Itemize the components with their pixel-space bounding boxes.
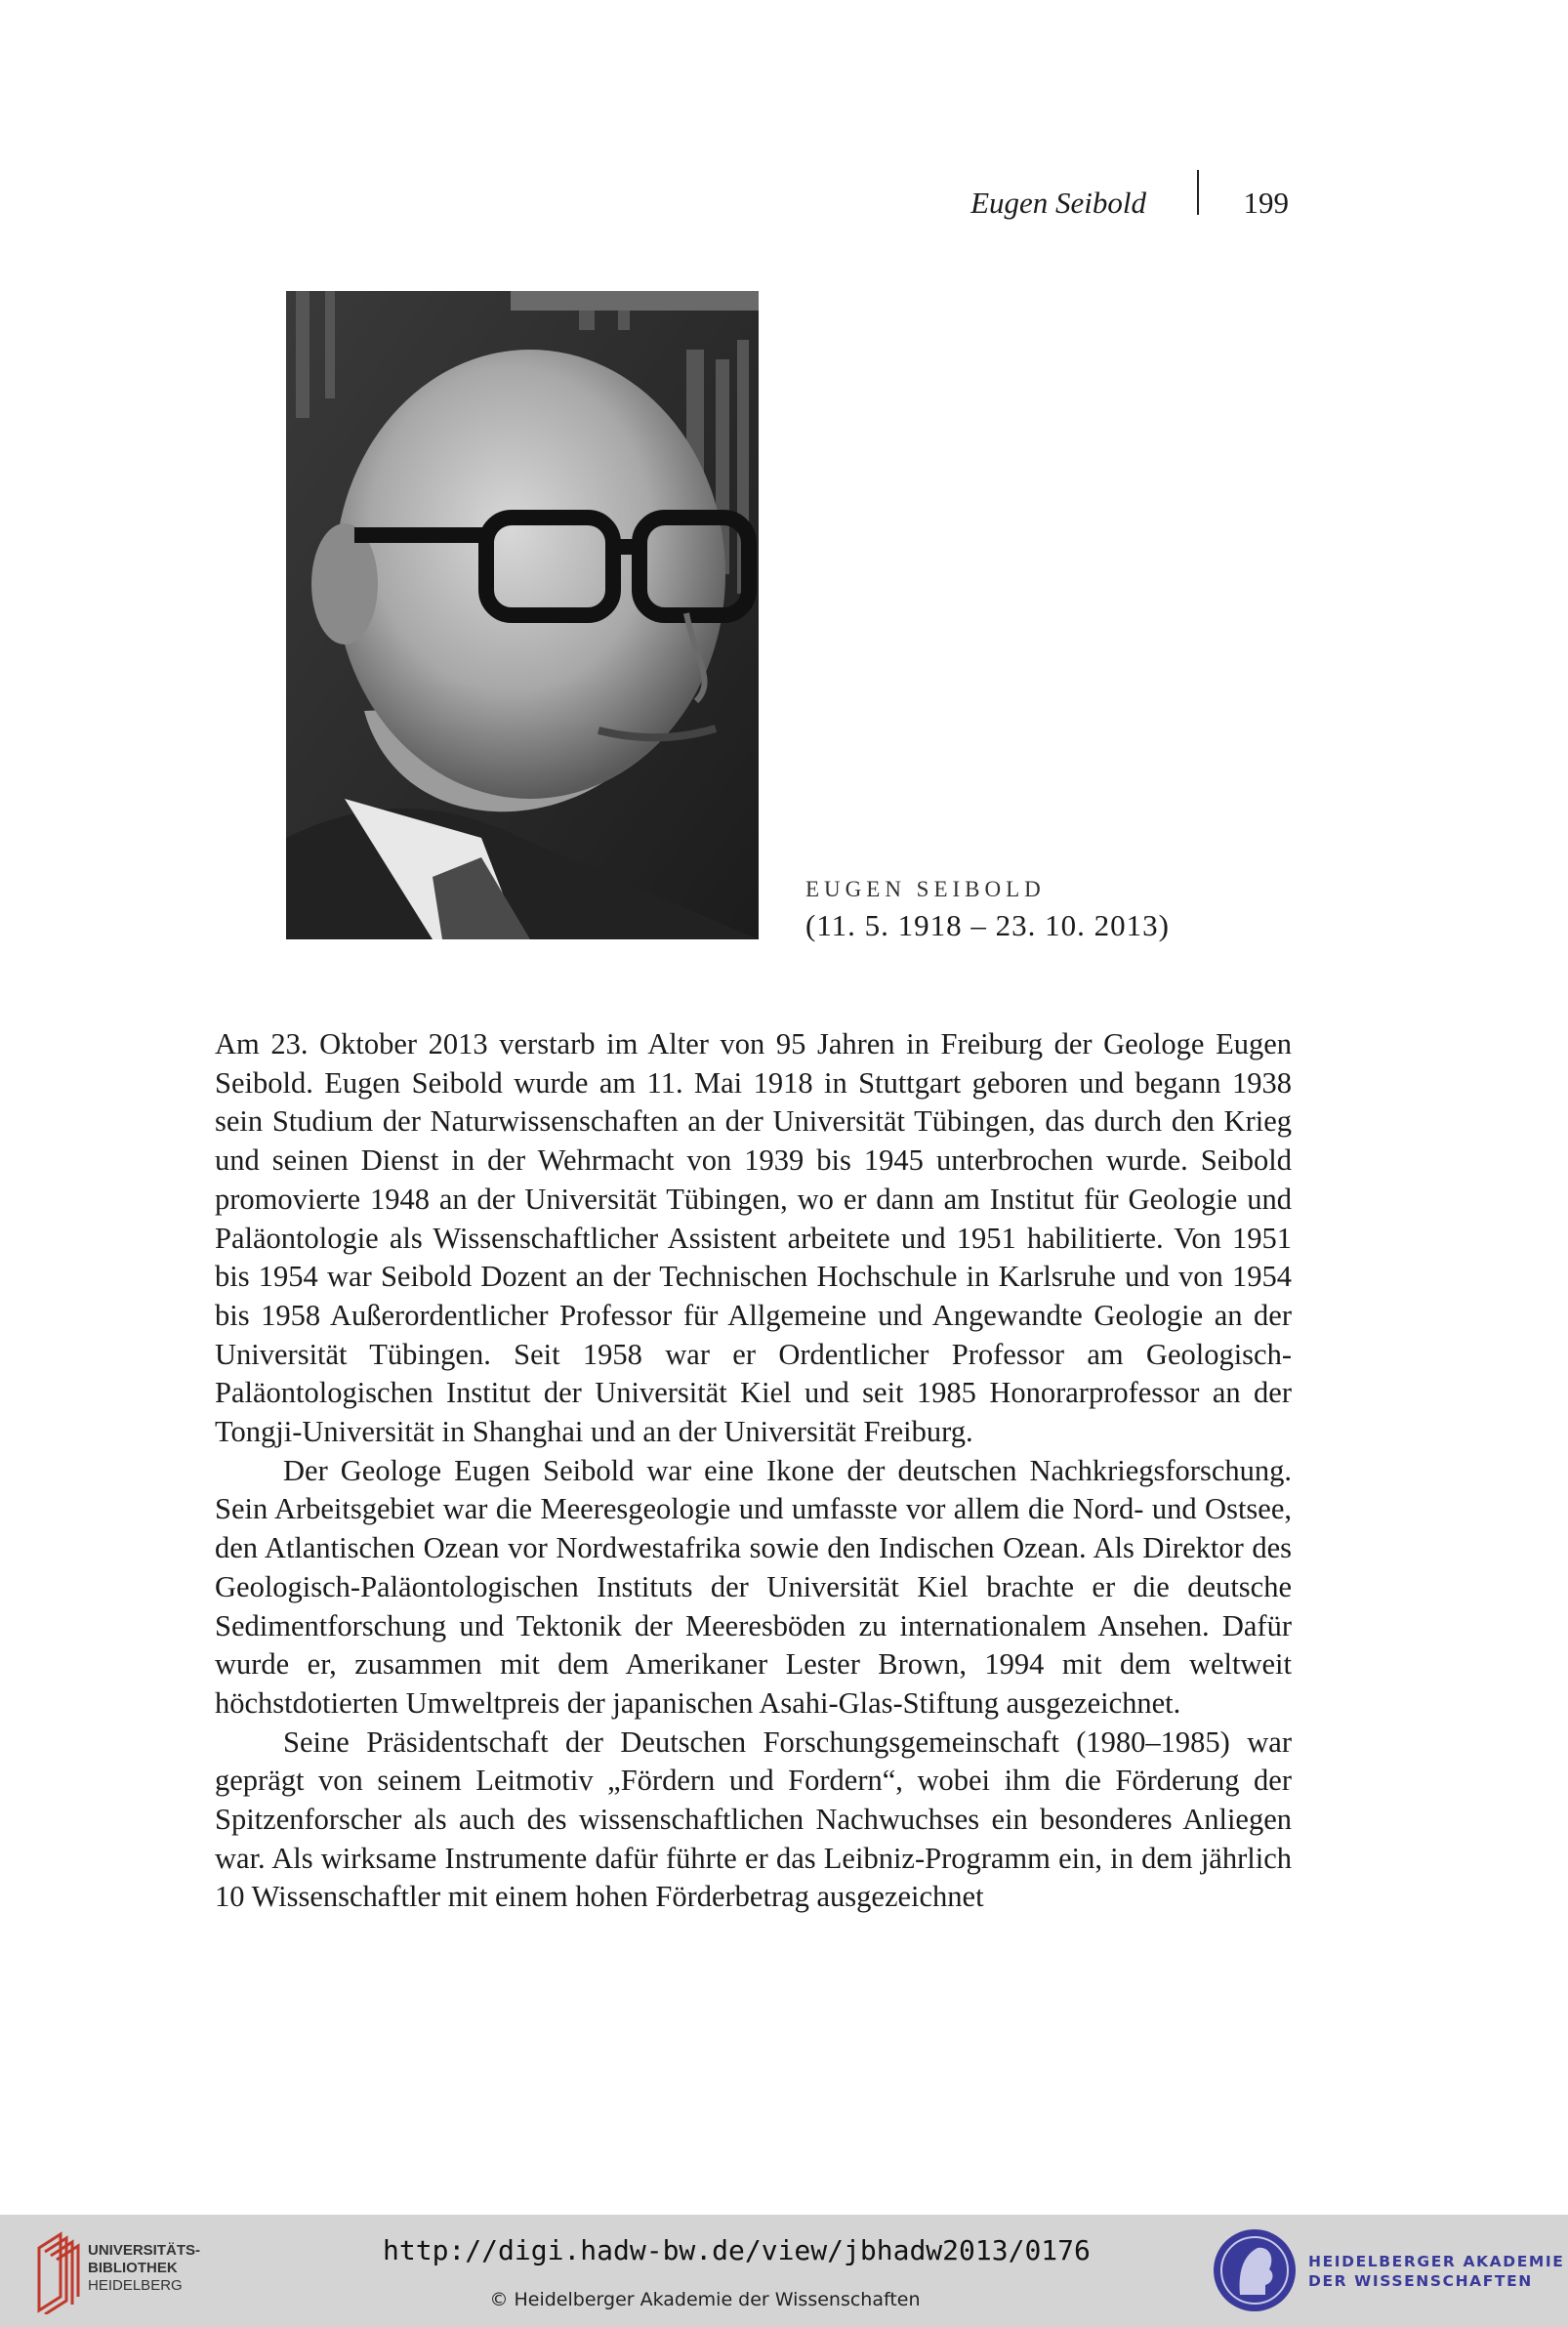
academy-seal-icon: [1211, 2226, 1299, 2314]
academy-logo-line: HEIDELBERGER AKADEMIE: [1308, 2253, 1565, 2270]
library-logo-line: UNIVERSITÄTS-: [88, 2242, 201, 2259]
library-logo-text: [88, 2242, 200, 2295]
article-body: [215, 1025, 1292, 1917]
library-logo-icon: [31, 2228, 90, 2314]
portrait-photo: [286, 291, 759, 939]
running-title: Eugen Seibold: [970, 186, 1146, 220]
footer-bar: [0, 2215, 1568, 2327]
paragraph: Seine Präsidentschaft der Deutschen Forschungsgemeinschaft (1980–1985) war geprägt von seinem Leitmotiv „Fördern und Fordern“, wobei ihm die Förderung der Spitzenforscher als auch des wissenschaftlichen Nachwuchses ein besonderes Anliegen war. Als wirksame Instrumente dafür führte er das Leibniz-Programm ein, in dem jährlich 10 Wissenschaftler mit einem hohen Förderbetrag ausgezeichnet: [215, 1724, 1292, 1914]
running-head: [957, 186, 1289, 225]
academy-logo-line: DER WISSENSCHAFTEN: [1308, 2272, 1533, 2290]
caption-name: EUGEN SEIBOLD: [805, 877, 1046, 901]
header-divider: [1197, 170, 1199, 215]
portrait-illustration: [286, 291, 759, 939]
library-logo-line: HEIDELBERG: [88, 2277, 183, 2294]
source-url-link[interactable]: http://digi.hadw-bw.de/view/jbhadw2013/0176: [383, 2234, 1091, 2266]
copyright-notice: © Heidelberger Akademie der Wissenschaften: [489, 2289, 921, 2310]
library-logo-line: BIBLIOTHEK: [88, 2260, 178, 2276]
photo-caption: [805, 877, 1170, 943]
caption-dates: (11. 5. 1918 – 23. 10. 2013): [805, 908, 1170, 942]
paragraph: Der Geologe Eugen Seibold war eine Ikone der deutschen Nachkriegsforschung. Sein Arbeitsgebiet war die Meeresgeologie und umfasste vor allem die Nord- und Ostsee, den Atlantischen Ozean vor Nordwestafrika sowie den Indischen Ozean. Als Direktor des Geologisch-Paläontologischen Instituts der Universität Kiel brachte er die deutsche Sedimentforschung und Tektonik der Meeresböden zu internationalem Ansehen. Dafür wurde er, zusammen mit dem Amerikaner Lester Brown, 1994 mit dem weltweit höchstdotierten Umweltpreis der japanischen Asahi-Glas-Stiftung ausgezeichnet.: [215, 1453, 1292, 1720]
academy-logo-text: [1308, 2252, 1564, 2291]
paragraph: Am 23. Oktober 2013 verstarb im Alter von 95 Jahren in Freiburg der Geologe Eugen Seibold. Eugen Seibold wurde am 11. Mai 1918 in Stuttgart geboren und begann 1938 sein Studium der Naturwissenschaften an der Universität Tübingen, das durch den Krieg und seinen Dienst in der Wehrmacht von 1939 bis 1945 unterbrochen wurde. Seibold promovierte 1948 an der Universität Tübingen, wo er dann am Institut für Geologie und Paläontologie als Wissenschaftlicher Assistent arbeitete und 1951 habilitierte. Von 1951 bis 1954 war Seibold Dozent an der Technischen Hochschule in Karlsruhe und von 1954 bis 1958 Außerordentlicher Professor für Allgemeine und Angewandte Geologie an der Universität Tübingen. Seit 1958 war er Ordentlicher Professor am Geologisch-Paläontologischen Institut der Universität Kiel und seit 1985 Honorarprofessor an der Tongji-Universität in Shanghai und an der Universität Freiburg.: [215, 1027, 1292, 1449]
page-number: 199: [1243, 186, 1289, 220]
